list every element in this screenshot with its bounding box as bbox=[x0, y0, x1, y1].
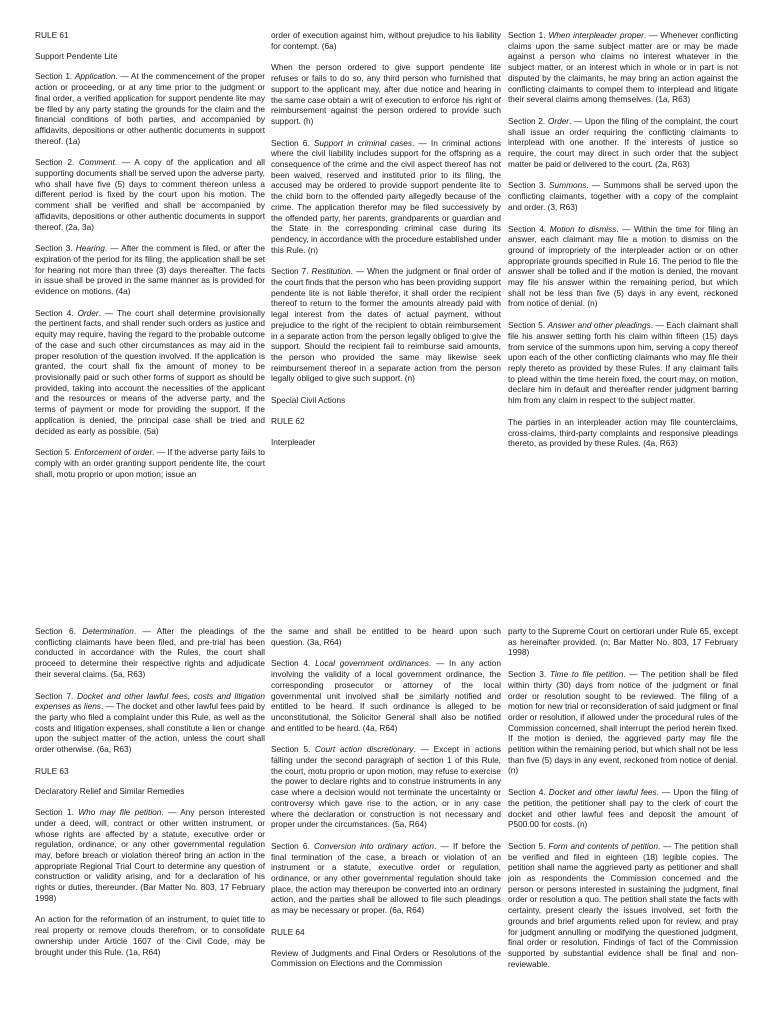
rule-section bbox=[508, 180, 738, 212]
section-number: Section 3. bbox=[35, 243, 76, 254]
rule-section bbox=[35, 626, 265, 680]
paragraph: party to the Supreme Court on certiorari under Rule 65, except as hereinafter provided. (n; Bar Matter No. 803, 17 February 1998) bbox=[508, 626, 738, 658]
section-heading: RULE 63 bbox=[35, 765, 69, 776]
section-body: . — In any action involving the validity of a local government ordinance, the corresponding prosecutor or attorney of the local governmental unit involved shall be similarly notified and entitled to be heard. If such ordinance is alleged to be unconstitutional, the Solicitor General shall also be notified and entitled to be heard. (4a, R64) bbox=[271, 658, 501, 733]
rule-section bbox=[508, 669, 738, 776]
section-title: Time to file petition bbox=[549, 669, 624, 680]
section-title: Support in criminal cases bbox=[313, 137, 413, 148]
rule-section bbox=[35, 691, 265, 755]
section-body: . — Upon the filing of the petition, the petitioner shall pay to the clerk of court the docket and other lawful fees and deposit the amount of P500.00 for costs. (n) bbox=[508, 787, 738, 830]
rule-section bbox=[508, 116, 738, 170]
section-body: . — Summons shall be served upon the conflicting claimants, together with a copy of the complaint and order. (3, R63) bbox=[508, 180, 738, 212]
section-body: . — Whenever conflicting claims upon the same subject matter are or may be made against a person who claims no interest whatever in the subject matter, or an interest which in whole or in part is not disputed by the claimants, he may bring an action against the conflicting claimants to compel them to interplead and litigate their several claims among themselves. (1a, R63) bbox=[508, 30, 738, 105]
section-title: Application bbox=[74, 71, 116, 82]
rule-section bbox=[271, 266, 501, 384]
section-title: Who may file petition bbox=[78, 807, 162, 818]
section-body: . — At the commencement of the proper action or proceeding, or at any time prior to the judgment or final order, a verified application for support pendente lite may be filed by any party stating the grounds for the claim and the financial conditions of both parties, and accompanied by affidavits, depositions or other authentic documents in support thereof. (1a) bbox=[35, 71, 265, 146]
column-2 bbox=[271, 30, 501, 457]
section-heading: Review of Judgments and Final Orders or Resolutions of the Commission on Elections and the Commission bbox=[271, 947, 501, 969]
section-number: Section 4. bbox=[508, 787, 549, 798]
paragraph: the same and shall be entitled to be heard upon such question. (3a, R64) bbox=[271, 626, 501, 647]
section-body: . — Within the time for filing an answer, each claimant may file a motion to dismiss on the ground of impropriety of the interpleader action or on other appropriate grounds specified in Rule 16. The period to file the answer shall be tolled and if the motion is denied, the movant may file his answer within the remaining period, but which shall not be less than five (5) days in any event, reckoned from notice of denial. (n) bbox=[508, 223, 738, 309]
section-heading: RULE 61 bbox=[35, 30, 69, 40]
section-title: Enforcement of order bbox=[74, 447, 153, 458]
section-body: . — Upon the filing of the complaint, the court shall issue an order requiring the conflicting claimants to interplead with one another. If the interests of justice so require, the court may direct in such order that the subject matter be paid or delivered to the court. (2a, R63) bbox=[508, 115, 738, 169]
section-body: . — If before the final termination of the case, a breach or violation of an instrument or a statute, executive order or regulation, ordinance, or any other governmental regulation should take place, the action may thereupon be converted into an ordinary action, and the parties shall be allowed to file such pleadings as may be necessary or proper. (6a, R64) bbox=[271, 840, 501, 916]
rule-section bbox=[508, 841, 738, 969]
section-body: . — The docket and other lawful fees paid by the party who filed a complaint under this Rule, as well as the costs and litigation expenses, shall constitute a lien or change upon the subject matter of the action, unless the court shall order otherwise. (6a, R63) bbox=[35, 701, 266, 755]
section-title: Determination bbox=[82, 626, 134, 636]
rule-section bbox=[35, 71, 265, 146]
section-title: Comment bbox=[78, 157, 115, 168]
section-number: Section 5. bbox=[508, 840, 549, 851]
column-3 bbox=[508, 30, 738, 460]
column-2 bbox=[271, 626, 501, 979]
column-1 bbox=[35, 30, 265, 490]
section-number: Section 6. bbox=[271, 137, 314, 148]
section-number: Section 7. bbox=[271, 266, 312, 277]
section-number: Section 5. bbox=[271, 744, 315, 755]
rule-section bbox=[35, 308, 265, 436]
section-body: . — When the judgment or final order of the court finds that the person who has been providing support pendente lite is not liable therefor, it shall order the recipient thereof to return to the former the amounts already paid with legal interest from the dates of actual payment, without prejudice to the right of the recipient to obtain reimbursement in a separate action from the person legally obliged to give the support. Should the recipient fail to reimburse said amounts, the person who provided the same may likewise seek reimbursement thereof in a separate action from the person legally obliged to give such support. (n) bbox=[271, 266, 501, 384]
section-body: . — The court shall determine provisionally the pertinent facts, and shall render such orders as justice and equity may require, having the regard to the probable outcome of the case and such other circumstances as may aid in the proper resolution of the question involved. If the application is granted, the court shall fix the amount of money to be provisionally paid or such other forms of support as should be provided, taking into account the necessities of the applicant and the resources or means of the adverse party, and the terms of payment or mode for providing the support. If the application is denied, the principal case shall be tried and decided as early as possible. (5a) bbox=[35, 307, 265, 436]
column-1 bbox=[35, 626, 265, 968]
section-number: Section 1. bbox=[508, 30, 549, 40]
section-title: Docket and other lawful fees bbox=[548, 787, 657, 798]
section-number: Section 1. bbox=[35, 71, 75, 82]
rule-section bbox=[508, 787, 738, 830]
rule-section bbox=[271, 658, 501, 733]
section-title: Conversion into ordinary action bbox=[313, 840, 434, 851]
section-heading: Support Pendente Lite bbox=[35, 50, 118, 61]
section-number: Section 4. bbox=[508, 223, 550, 234]
section-number: Section 6. bbox=[271, 840, 314, 851]
section-title: Motion to dismiss bbox=[549, 223, 617, 234]
section-number: Section 1. bbox=[35, 807, 79, 818]
section-title: Hearing bbox=[75, 243, 105, 254]
section-title: Form and contents of petition bbox=[548, 840, 658, 851]
rule-section bbox=[271, 138, 501, 256]
page-top bbox=[0, 30, 768, 550]
section-heading: Interpleader bbox=[271, 436, 316, 447]
section-title: Court action discretionary bbox=[314, 744, 414, 755]
section-title: Answer and other pleadings bbox=[547, 320, 651, 331]
section-number: Section 5. bbox=[35, 447, 75, 458]
section-title: Summons bbox=[549, 180, 587, 191]
section-number: Section 4. bbox=[35, 307, 78, 318]
rule-section bbox=[508, 320, 738, 406]
section-title: When interpleader proper bbox=[548, 30, 644, 40]
rule-section bbox=[35, 243, 265, 297]
section-number: Section 3. bbox=[508, 669, 550, 680]
section-body: . — A copy of the application and all supporting documents shall be served upon the adverse party, who shall have five (5) days to comment thereon unless a different period is fixed by the court upon his motion. The comment shall be verified and shall be accompanied by affidavits, depositions or other authentic documents in support thereof. (2a, 3a) bbox=[35, 157, 265, 232]
section-number: Section 7. bbox=[35, 690, 78, 701]
section-title: Order bbox=[77, 307, 99, 318]
rule-section bbox=[508, 30, 738, 105]
section-body: . — After the pleadings of the conflicting claimants have been filed, and pre-trial has been conducted in accordance with the Rules, the court shall proceed to determine their respective rights and adjudicate their several claims. (5a, R63) bbox=[35, 626, 265, 679]
rule-section bbox=[508, 224, 738, 310]
paragraph: The parties in an interpleader action may file counterclaims, cross-claims, third-party complaints and responsive pleadings thereto, as provided by these Rules. (4a, R63) bbox=[508, 416, 738, 449]
paragraph: order of execution against him, without prejudice to his liability for contempt. (6a) bbox=[271, 30, 501, 51]
section-number: Section 5. bbox=[508, 320, 548, 331]
section-heading: RULE 62 bbox=[271, 415, 305, 426]
rule-section bbox=[35, 807, 265, 903]
rule-section bbox=[271, 841, 501, 916]
page-bottom bbox=[0, 626, 768, 1024]
paragraph: An action for the reformation of an instrument, to quiet title to real property or remove clouds therefrom, or to consolidate ownership under Article 1607 of the Civil Code, may be brought under this Rule. (1a, R64) bbox=[35, 914, 265, 957]
section-body: . — The petition shall be filed within thirty (30) days from notice of the judgment or final order or resolution sought to be reviewed. The filing of a motion for new trial or reconsideration of said judgment or final order or resolution, if allowed under the procedural rules of the Commission concerned, shall interrupt the period herein fixed. If the motion is denied, the aggrieved party may file the petition within the remaining period, but which shall not be less than five (5) days in any event, reckoned from notice of denial. (n) bbox=[508, 669, 738, 776]
section-body: . — In criminal actions where the civil liability includes support for the offspring as a consequence of the crime and the civil aspect thereof has not been waived, reserved and instituted prior to its filing, the accused may be ordered to provide support pendente lite to the child born to the offended party allegedly because of the crime. The application therefor may be filed successively by the offended party, her parents, grandparents or guardian and the State in the corresponding criminal case during its pendency, in accordance with the procedure established under this Rule. (n) bbox=[271, 137, 502, 255]
section-heading: RULE 64 bbox=[271, 926, 305, 937]
rule-section bbox=[35, 157, 265, 232]
rule-section bbox=[271, 744, 501, 830]
section-body: . — Except in actions falling under the second paragraph of section 1 of this Rule, the court, motu proprio or upon motion, may refuse to exercise the power to declare rights and to construe instruments in any case where a decision would not terminate the uncertainty or controversy which gave rise to the action, or in any case where the declaration or construction is not necessary and proper under the circumstances. (5a, R64) bbox=[271, 744, 501, 830]
section-number: Section 2. bbox=[508, 115, 548, 126]
section-body: . — Each claimant shall file his answer setting forth his claim within fifteen (15) days from service of the summons upon him, serving a copy thereof upon each of the other conflicting claimants who may file their reply thereto as provided by these Rules. If any claimant fails to plead within the time herein fixed, the court may, on motion, declare him in default and thereafter render judgment barring him from any claim in respect to the subject matter. bbox=[508, 320, 738, 406]
paragraph: When the person ordered to give support pendente lite refuses or fails to do so, any third person who furnished that support to the applicant may, after due notice and hearing in the same case obtain a writ of execution to enforce his right of reimbursement against the person ordered to provide such support. (h) bbox=[271, 62, 501, 126]
section-title: Docket and other lawful fees, costs and litigation expenses as liens bbox=[35, 690, 265, 712]
section-heading: Special Civil Actions bbox=[271, 395, 346, 406]
section-body: . — If the adverse party fails to comply with an order granting support pendente lite, the court shall, motu proprio or upon motion; issue an bbox=[35, 447, 265, 479]
section-title: Order bbox=[547, 115, 570, 126]
section-title: Local government ordinances bbox=[315, 658, 429, 669]
section-number: Section 2. bbox=[35, 157, 79, 168]
section-number: Section 3. bbox=[508, 180, 550, 191]
section-body: . — After the comment is filed, or after the expiration of the period for its filing, the application shall be set for hearing not more than three (3) days thereafter. The facts in issue shall be proved in the same manner as is provided for evidence on motions. (4a) bbox=[35, 243, 265, 297]
rule-section bbox=[35, 447, 265, 479]
section-number: Section 6. bbox=[35, 626, 83, 636]
section-title: Restitution bbox=[311, 266, 351, 277]
section-heading: Declaratory Relief and Similar Remedies bbox=[35, 786, 185, 797]
column-3 bbox=[508, 626, 738, 980]
section-number: Section 4. bbox=[271, 658, 316, 669]
section-body: . — The petition shall be verified and filed in eighteen (18) legible copies. The petition shall name the aggrieved party as petitioner and shall join as respondents the Commission concerned and the person or persons interested in sustaining the judgment, final order or resolution a quo. The petition shall state the facts with certainty, present clearly the issues involved, set forth the grounds and brief arguments relied upon for review, and pray for judgment annulling or modifying the questioned judgment, final order or resolution. Findings of fact of the Commission supported by substantial evidence shall be final and non-reviewable. bbox=[508, 840, 738, 969]
section-body: . — Any person interested under a deed, will, contract or other written instrument, or whose rights are affected by a statute, executive order or regulation, ordinance, or any other governmental regulation may, before breach or violation thereof bring an action in the appropriate Regional Trial Court to determine any question of construction or validity arising, and for a declaration of his rights or duties, thereunder. (Bar Matter No. 803, 17 February 1998) bbox=[35, 807, 265, 903]
